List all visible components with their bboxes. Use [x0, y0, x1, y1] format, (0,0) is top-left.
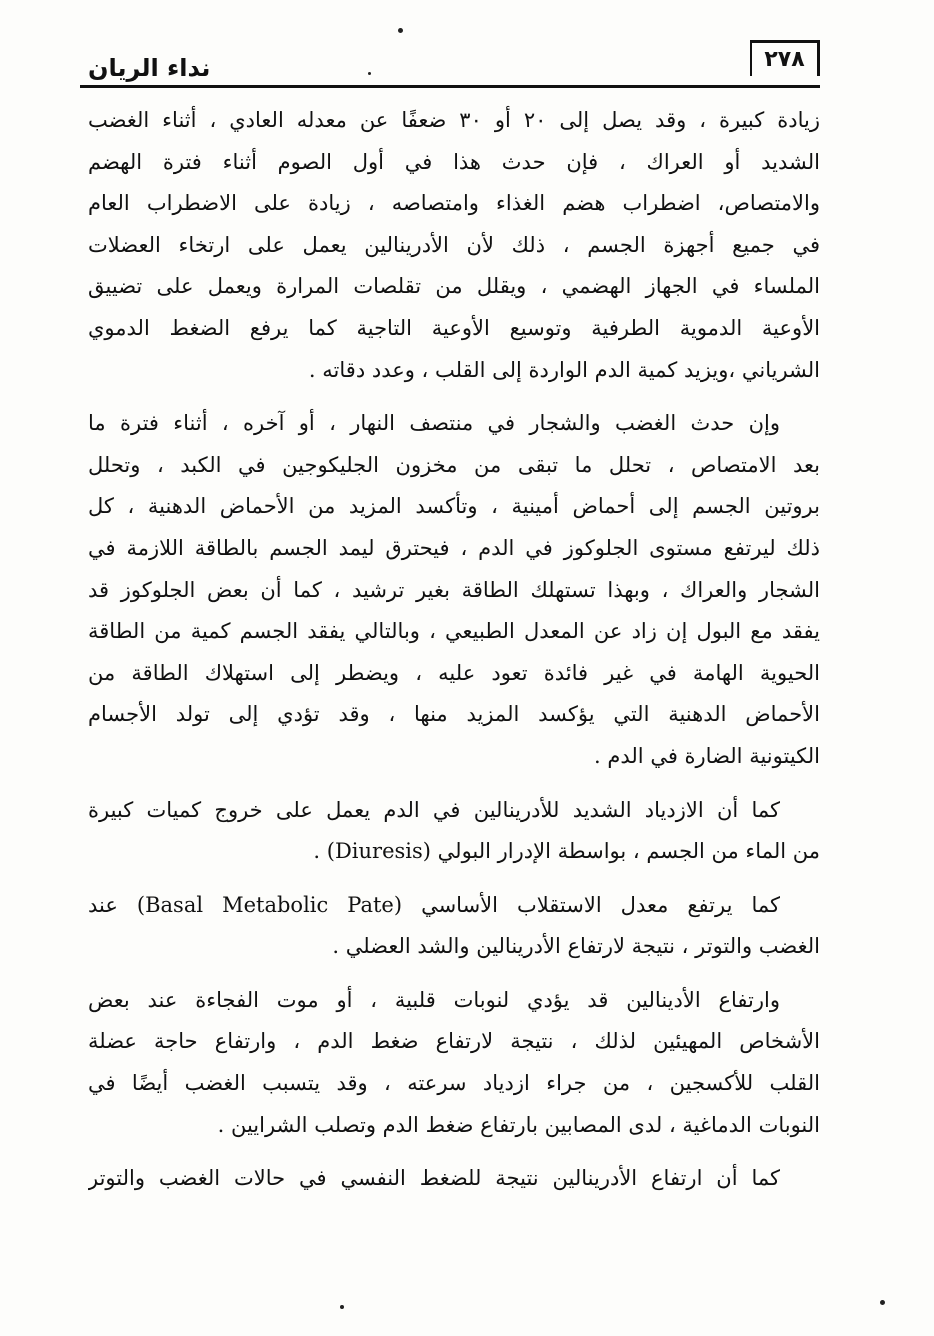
text-line: كما يرتفع معدل الاستقلاب الأساسي (Basal Metabolic Pate) عند — [88, 892, 780, 917]
page-number: ٢٧٨ — [750, 40, 820, 76]
text-line: كما أن ارتفاع الأدرينالين نتيجة للضغط النفسي في حالات الغضب والتوتر — [88, 1166, 780, 1191]
text-line: وارتفاع الأدينالين قد يؤدي لنوبات قلبية ، أو موت الفجاءة عند بعض — [88, 987, 780, 1012]
text-line: يفقد مع البول إن زاد عن المعدل الطبيعي ، وبالتالي يفقد الجسم كمية من الطاقة — [88, 619, 820, 644]
paragraph — [88, 885, 820, 968]
text-line: الغضب والتوتر ، نتيجة لارتفاع الأدرينالين والشد العضلي . — [332, 934, 820, 959]
text-line: القلب للأكسجين ، من جراء ازدياد سرعته ، وقد يتسبب الغضب أيضًا في — [88, 1071, 820, 1096]
paragraph — [88, 1158, 820, 1200]
text-line: بعد الامتصاص ، تحلل ما تبقى من مخزون الجليكوجين في الكبد ، وتحلل — [88, 452, 820, 477]
text-line: الكيتونية الضارة في الدم . — [594, 743, 820, 768]
running-title: نداء الريان — [88, 54, 211, 82]
text-line: الشديد أو العراك ، فإن حدث هذا في أول الصوم أثناء فترة الهضم — [88, 149, 820, 174]
header-rule — [80, 85, 820, 88]
text-line: الأشخاص المهيئين لذلك ، نتيجة لارتفاع ضغط الدم ، وارتفاع حاجة عضلة — [88, 1029, 820, 1054]
text-line: وإن حدث الغضب والشجار في منتصف النهار ، أو آخره ، أثناء فترة ما — [88, 411, 780, 436]
text-line: الشرياني ،ويزيد كمية الدم الواردة إلى القلب ، وعدد دقاته . — [308, 357, 820, 382]
scan-speck — [340, 1305, 344, 1309]
text-line: ذلك ليرتفع مستوى الجلوكوز في الدم ، فيحترق ليمد الجسم بالطاقة اللازمة في — [88, 535, 820, 560]
text-line: الحيوية الهامة في غير فائدة تعود عليه ، ويضطر إلى استهلاك الطاقة من — [88, 660, 820, 685]
text-line: الشجار والعراك ، وبهذا تستهلك الطاقة بغير ترشيد ، كما أن بعض الجلوكوز قد — [88, 577, 820, 602]
body-text — [88, 100, 820, 1212]
paragraph — [88, 403, 820, 777]
paragraph — [88, 980, 820, 1146]
text-line: كما أن الازدياد الشديد للأدرينالين في الدم يعمل على خروج كميات كبيرة — [88, 797, 780, 822]
text-line: الأوعية الدموية الطرفية وتوسيع الأوعية التاجية كما يرفع الضغط الدموي — [88, 315, 820, 340]
text-line: في جميع أجهزة الجسم ، ذلك لأن الأدرينالين يعمل على ارتخاء العضلات — [88, 232, 820, 257]
text-line: زيادة كبيرة ، وقد يصل إلى ٢٠ أو ٣٠ ضعفًا عن معدله العادي ، أثناء الغضب — [88, 108, 820, 132]
paragraph — [88, 790, 820, 873]
text-line: بروتين الجسم إلى أحماض أمينية ، وتأكسد المزيد من الأحماض الدهنية ، كل — [88, 494, 820, 519]
text-line: النوبات الدماغية ، لدى المصابين بارتفاع ضغط الدم وتصلب الشرايين . — [217, 1112, 820, 1137]
text-line: والامتصاص، اضطراب هضم الغذاء وامتصاصه ، زيادة على الاضطراب العام — [88, 191, 820, 216]
paragraph — [88, 100, 820, 391]
text-line: الملساء في الجهاز الهضمي ، ويقلل من تقلصات المرارة ويعمل على تضييق — [88, 274, 820, 299]
scan-speck — [398, 28, 403, 33]
page-header — [80, 40, 820, 88]
text-line: من الماء من الجسم ، بواسطة الإدرار البولي (Diuresis) . — [313, 839, 820, 864]
scan-speck — [880, 1300, 885, 1305]
text-line: الأحماض الدهنية التي يؤكسد المزيد منها ، وقد تؤدي إلى تولد الأجسام — [88, 702, 820, 727]
